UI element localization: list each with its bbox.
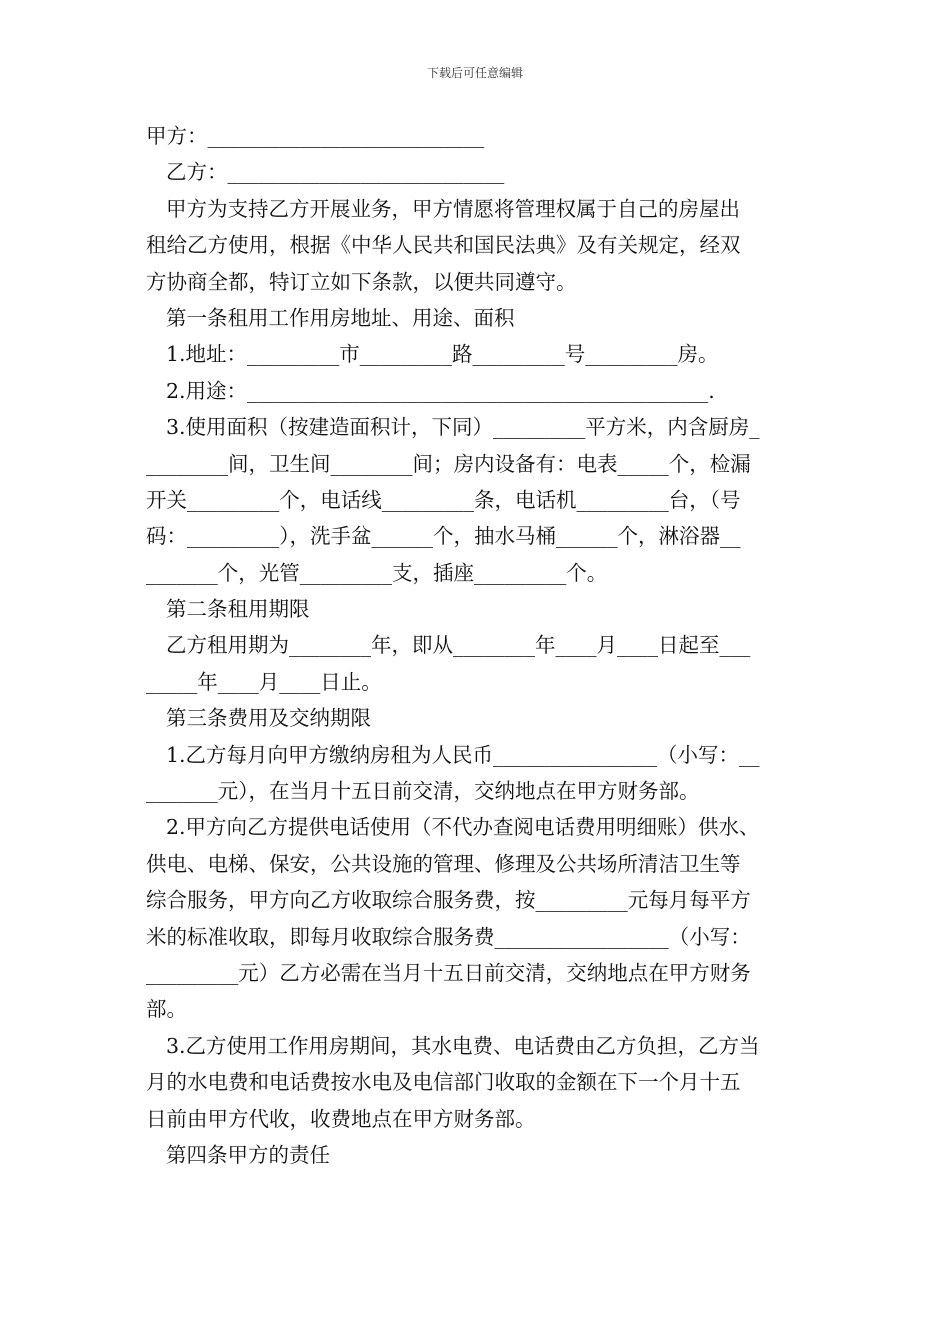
- document-body: [146, 118, 812, 1173]
- document-line: _________元）乙方必需在当月十五日前交清，交纳地点在甲方财务: [146, 960, 751, 985]
- document-line: 码：_________），洗手盆______个，抽水马桶______个，淋浴器__: [146, 524, 741, 549]
- document-line: 1.地址：_________市_________路_________号_________房。: [166, 342, 719, 367]
- document-line: 甲方为支持乙方开展业务，甲方情愿将管理权属于自己的房屋出: [166, 196, 740, 221]
- document-line: ________间，卫生间________间；房内设备有：电表_____个，检漏: [146, 451, 751, 476]
- document-line: _____年____月____日止。: [146, 669, 382, 694]
- document-line: _______元），在当月十五日前交清，交纳地点在甲方财务部。: [146, 779, 700, 804]
- document-line: 第一条租用工作用房地址、用途、面积: [166, 305, 515, 330]
- document-line: 第二条租用期限: [166, 597, 310, 622]
- document-line: 1.乙方每月向甲方缴纳房租为人民币________________（小写：__: [166, 742, 760, 767]
- document-line: 米的标准收取，即每月收取综合服务费_________________（小写：: [146, 924, 751, 949]
- document-line: 月的水电费和电话费按水电及电信部门收取的金额在下一个月十五: [146, 1070, 741, 1095]
- document-line: 综合服务，甲方向乙方收取综合服务费，按_________元每月每平方: [146, 888, 751, 913]
- document-line: 甲方：___________________________: [146, 124, 485, 148]
- document-line: _______个，光管_________支，插座_________个。: [146, 560, 608, 585]
- document-line: 2.用途：_____________________________________________.: [166, 378, 715, 403]
- document-line: 开关_________个，电话线_________条，电话机_________台，（号: [146, 487, 741, 512]
- document-line: 第三条费用及交纳期限: [166, 706, 371, 731]
- document-line: 方协商全都，特订立如下条款，以便共同遵守。: [146, 269, 577, 294]
- document-line: 供电、电梯、保安，公共设施的管理、修理及公共场所清洁卫生等: [146, 851, 741, 876]
- document-line: 2.甲方向乙方提供电话使用（不代办查阅电话费用明细账）供水、: [166, 815, 760, 840]
- document-line: 3.乙方使用工作用房期间，其水电费、电话费由乙方负担，乙方当: [166, 1033, 760, 1058]
- document-line: 部。: [146, 997, 187, 1022]
- document-line: 乙方：___________________________: [166, 160, 505, 185]
- document-line: 第四条甲方的责任: [166, 1142, 330, 1167]
- document-line: 租给乙方使用，根据《中华人民共和国民法典》及有关规定，经双: [146, 233, 741, 258]
- document-line: 乙方租用期为________年，即从________年____月____日起至___: [166, 633, 751, 658]
- document-line: 3.使用面积（按建造面积计，下同）_________平方米，内含厨房_: [166, 415, 760, 440]
- page-header: 下载后可任意编辑: [426, 66, 523, 80]
- document-line: 日前由甲方代收，收费地点在甲方财务部。: [146, 1106, 536, 1131]
